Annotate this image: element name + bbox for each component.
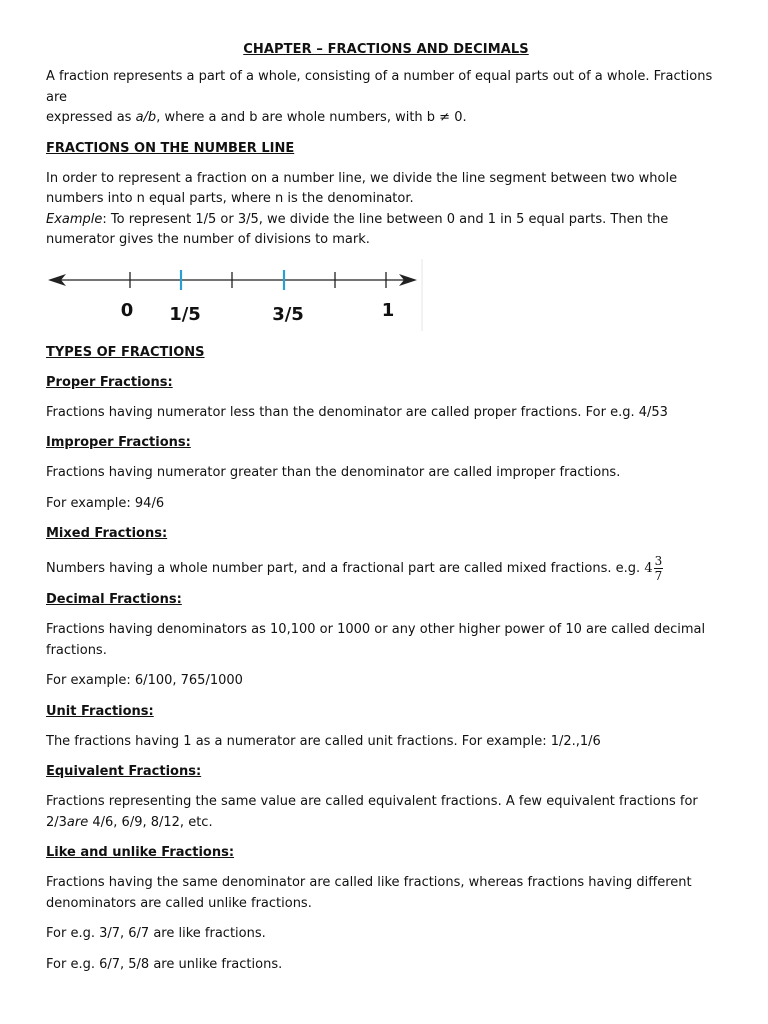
proper-text: Fractions having numerator less than the denominator are called proper fractions. For e.g. 4/53 bbox=[46, 404, 668, 420]
intro-paragraph bbox=[46, 67, 726, 129]
decimal-text: Fractions having denominators as 10,100 or 1000 or any other higher power of 10 are called decimal fractions. bbox=[46, 622, 706, 658]
example-label: Example bbox=[46, 211, 103, 227]
mixed-denominator: 7 bbox=[654, 569, 663, 583]
number-line-svg bbox=[46, 259, 426, 333]
equivalent-text-pre: Fractions representing the same value are called equivalent fractions. A few equivalent fractions for 2/3 bbox=[46, 794, 698, 830]
label-1-5: 1/5 bbox=[169, 303, 201, 325]
like-unlike-heading: Like and unlike Fractions: bbox=[46, 845, 235, 860]
improper-example: For example: 94/6 bbox=[46, 495, 165, 511]
document-page bbox=[46, 42, 726, 975]
mixed-whole: 4 bbox=[644, 561, 653, 576]
unit-text: The fractions having 1 as a numerator are called unit fractions. For example: 1/2.,1/6 bbox=[46, 733, 601, 749]
like-unlike-text: Fractions having the same denominator are called like fractions, whereas fractions having different denominators are called unlike fractions. bbox=[46, 875, 692, 911]
intro-line2-post: , where a and b are whole numbers, with b ≠ 0. bbox=[156, 110, 467, 125]
label-1: 1 bbox=[381, 299, 395, 321]
number-line-figure bbox=[46, 259, 726, 333]
mixed-description: Numbers having a whole number part, and a fractional part are called mixed fractions. e.g. bbox=[46, 561, 645, 576]
intro-line2-pre: expressed as bbox=[46, 110, 136, 125]
decimal-heading: Decimal Fractions: bbox=[46, 592, 182, 607]
number-line-paragraph: In order to represent a fraction on a number line, we divide the line segment between two whole numbers into n equal parts, where n is the denominator. bbox=[46, 170, 678, 206]
mixed-heading: Mixed Fractions: bbox=[46, 526, 168, 541]
equivalent-heading: Equivalent Fractions: bbox=[46, 764, 202, 779]
number-line-heading: FRACTIONS ON THE NUMBER LINE bbox=[46, 140, 295, 156]
intro-line1: A fraction represents a part of a whole, consisting of a number of equal parts out of a whole. Fractions are bbox=[46, 69, 713, 105]
improper-heading: Improper Fractions: bbox=[46, 435, 191, 450]
label-0: 0 bbox=[120, 299, 134, 321]
intro-expression: a/b bbox=[135, 110, 157, 125]
mixed-fraction bbox=[654, 554, 664, 583]
page-title: CHAPTER – FRACTIONS AND DECIMALS bbox=[243, 42, 529, 57]
example-text: : To represent 1/5 or 3/5, we divide the line between 0 and 1 in 5 equal parts. Then the numerator gives the number of divisions to mark. bbox=[46, 211, 669, 247]
improper-text: Fractions having numerator greater than the denominator are called improper fractions. bbox=[46, 465, 621, 480]
mixed-numerator: 3 bbox=[654, 554, 663, 568]
equivalent-text-italic: are bbox=[66, 814, 89, 830]
proper-heading: Proper Fractions: bbox=[46, 374, 173, 390]
unlike-example: For e.g. 6/7, 5/8 are unlike fractions. bbox=[46, 956, 283, 972]
label-3-5: 3/5 bbox=[272, 303, 304, 325]
mixed-text bbox=[46, 552, 726, 586]
number-line-example bbox=[46, 210, 726, 251]
equivalent-text-post: 4/6, 6/9, 8/12, etc. bbox=[88, 814, 213, 830]
unit-heading: Unit Fractions: bbox=[46, 703, 154, 719]
like-example: For e.g. 3/7, 6/7 are like fractions. bbox=[46, 926, 266, 941]
decimal-example: For example: 6/100, 765/1000 bbox=[46, 673, 243, 688]
types-heading: TYPES OF FRACTIONS bbox=[46, 344, 205, 360]
equivalent-text bbox=[46, 792, 726, 833]
